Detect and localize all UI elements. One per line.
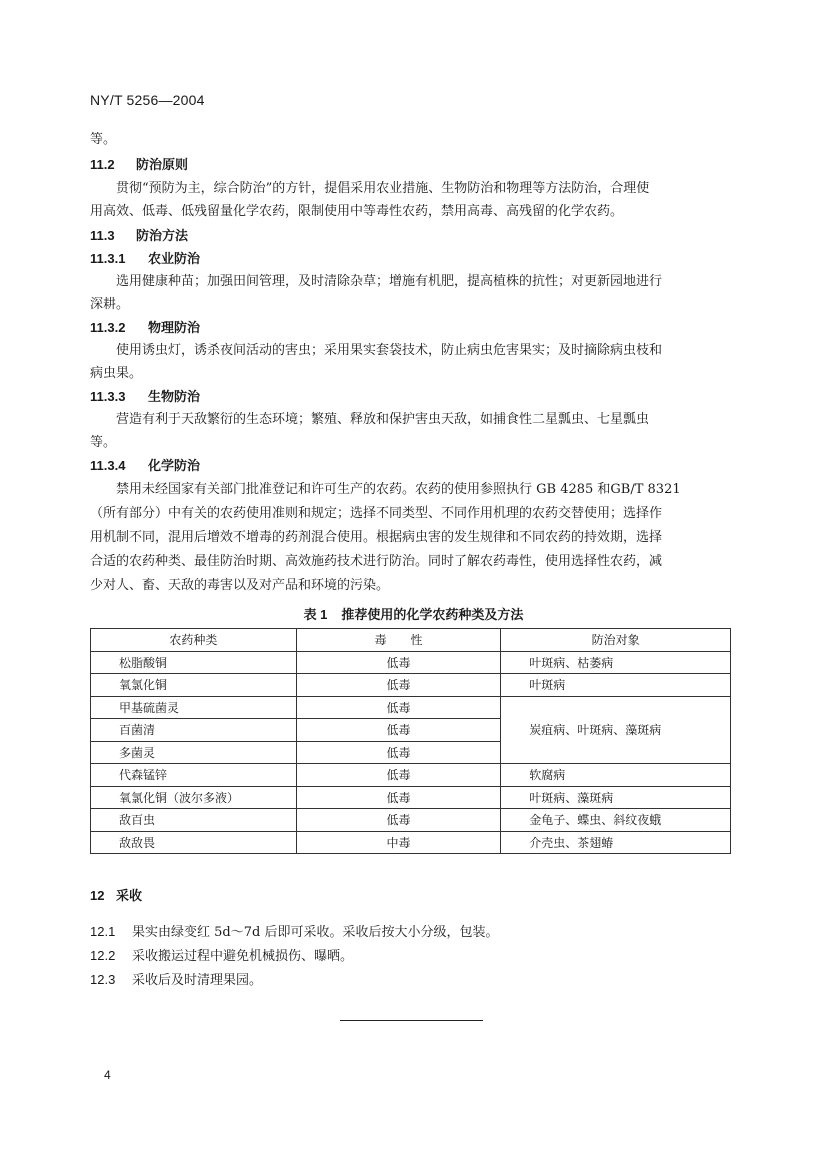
section-heading-11-3-4 [90, 458, 200, 475]
target-pests: 金龟子、蝶虫、斜纹夜蛾 [501, 809, 731, 832]
section-number: 11.3.3 [90, 389, 126, 404]
toxicity: 低毒 [296, 741, 500, 764]
toxicity: 低毒 [296, 764, 500, 787]
target-pests: 软腐病 [501, 764, 731, 787]
section-title: 农业防治 [148, 252, 201, 267]
pesticide-table [90, 628, 731, 854]
target-pests: 叶斑病、藻斑病 [501, 786, 731, 809]
body-line: 禁用未经国家有关部门批准登记和许可生产的农药。农药的使用参照执行 GB 4285 和GB/T 8321 [116, 482, 681, 497]
section-number: 11.2 [90, 157, 115, 172]
header-target: 防治对象 [501, 629, 731, 652]
item-number: 12.3 [90, 972, 116, 987]
body-line: 用机制不同，混用后增效不增毒的药剂混合使用。根据病虫害的发生规律和不同农药的持效期，选择 [90, 530, 663, 545]
harvest-item [90, 948, 353, 965]
body-line: （所有部分）中有关的农药使用准则和规定；选择不同类型、不同作用机理的农药交替使用；选择作 [90, 506, 663, 521]
target-pests: 叶斑病、枯萎病 [501, 651, 731, 674]
section-heading-11-2 [90, 157, 188, 174]
table-row [91, 696, 731, 719]
table-caption-title: 推荐使用的化学农药种类及方法 [341, 608, 524, 623]
item-number: 12.1 [90, 924, 116, 939]
section-number: 12 [90, 888, 105, 903]
pesticide-name: 敌百虫 [91, 809, 297, 832]
table-header-row [91, 629, 731, 652]
item-text: 果实由绿变红 5d～7d 后即可采收。采收后按大小分级，包装。 [132, 925, 499, 940]
item-text: 采收后及时清理果园。 [132, 973, 263, 988]
section-number: 11.3.4 [90, 458, 126, 473]
standard-code-header: NY/T 5256—2004 [90, 92, 205, 108]
section-title: 防治方法 [136, 229, 189, 244]
table-row [91, 786, 731, 809]
harvest-item [90, 924, 498, 941]
page-number: 4 [104, 1068, 111, 1082]
pesticide-name: 松脂酸铜 [91, 651, 297, 674]
header-pesticide-type: 农药种类 [91, 629, 297, 652]
toxicity: 低毒 [296, 786, 500, 809]
item-text: 采收搬运过程中避免机械损伤、曝晒。 [132, 949, 354, 964]
toxicity: 低毒 [296, 674, 500, 697]
target-pests: 介壳虫、茶翅蝽 [501, 831, 731, 854]
table-row [91, 809, 731, 832]
end-rule [340, 1020, 483, 1021]
section-heading-11-3-1 [90, 251, 200, 268]
toxicity: 低毒 [296, 696, 500, 719]
section-title: 防治原则 [136, 158, 189, 173]
pesticide-name: 氧氯化铜（波尔多液） [91, 786, 297, 809]
section-heading-12 [90, 888, 142, 905]
section-number: 11.3.1 [90, 251, 126, 266]
toxicity: 低毒 [296, 651, 500, 674]
toxicity: 中毒 [296, 831, 500, 854]
body-line: 营造有利于天敌繁衍的生态环境；繁殖、释放和保护害虫天敌，如捕食性二星瓢虫、七星瓢虫 [116, 412, 650, 427]
table-row [91, 674, 731, 697]
body-line: 使用诱虫灯，诱杀夜间活动的害虫；采用果实套袋技术，防止病虫危害果实；及时摘除病虫枝和 [116, 343, 663, 358]
table-caption-number: 表 1 [303, 607, 328, 622]
section-heading-11-3-3 [90, 389, 200, 406]
target-pests-merged: 炭疽病、叶斑病、藻斑病 [501, 696, 731, 764]
section-heading-11-3 [90, 228, 188, 245]
body-line: 病虫果。 [90, 366, 143, 381]
item-number: 12.2 [90, 948, 116, 963]
section-title: 化学防治 [148, 459, 201, 474]
body-line: 合适的农药种类、最佳防治时期、高效施药技术进行防治。同时了解农药毒性，使用选择性农药，减 [90, 554, 663, 569]
section-number: 11.3.2 [90, 320, 126, 335]
body-line: 少对人、畜、天敌的毒害以及对产品和环境的污染。 [90, 578, 390, 593]
pesticide-name: 多菌灵 [91, 741, 297, 764]
body-line: 用高效、低毒、低残留量化学农药，限制使用中等毒性农药，禁用高毒、高残留的化学农药。 [90, 204, 624, 219]
section-title: 采收 [116, 889, 143, 904]
header-toxicity: 毒 性 [296, 629, 500, 652]
table-row [91, 831, 731, 854]
table-row [91, 764, 731, 787]
table-row [91, 651, 731, 674]
body-line: 等。 [90, 132, 117, 147]
section-title: 生物防治 [148, 390, 201, 405]
pesticide-name: 甲基硫菌灵 [91, 696, 297, 719]
toxicity: 低毒 [296, 719, 500, 742]
target-pests: 叶斑病 [501, 674, 731, 697]
section-title: 物理防治 [148, 321, 201, 336]
body-line: 选用健康种苗；加强田间管理，及时清除杂草；增施有机肥，提高植株的抗性；对更新园地进行 [116, 274, 663, 289]
body-line: 贯彻“预防为主，综合防治”的方针，提倡采用农业措施、生物防治和物理等方法防治，合理使 [116, 181, 650, 196]
body-line: 深耕。 [90, 297, 130, 312]
harvest-item [90, 972, 262, 989]
pesticide-name: 敌敌畏 [91, 831, 297, 854]
pesticide-name: 氧氯化铜 [91, 674, 297, 697]
section-number: 11.3 [90, 228, 115, 243]
toxicity: 低毒 [296, 809, 500, 832]
pesticide-name: 代森锰锌 [91, 764, 297, 787]
section-heading-11-3-2 [90, 320, 200, 337]
table-caption [0, 604, 827, 623]
body-line: 等。 [90, 435, 117, 450]
pesticide-name: 百菌清 [91, 719, 297, 742]
